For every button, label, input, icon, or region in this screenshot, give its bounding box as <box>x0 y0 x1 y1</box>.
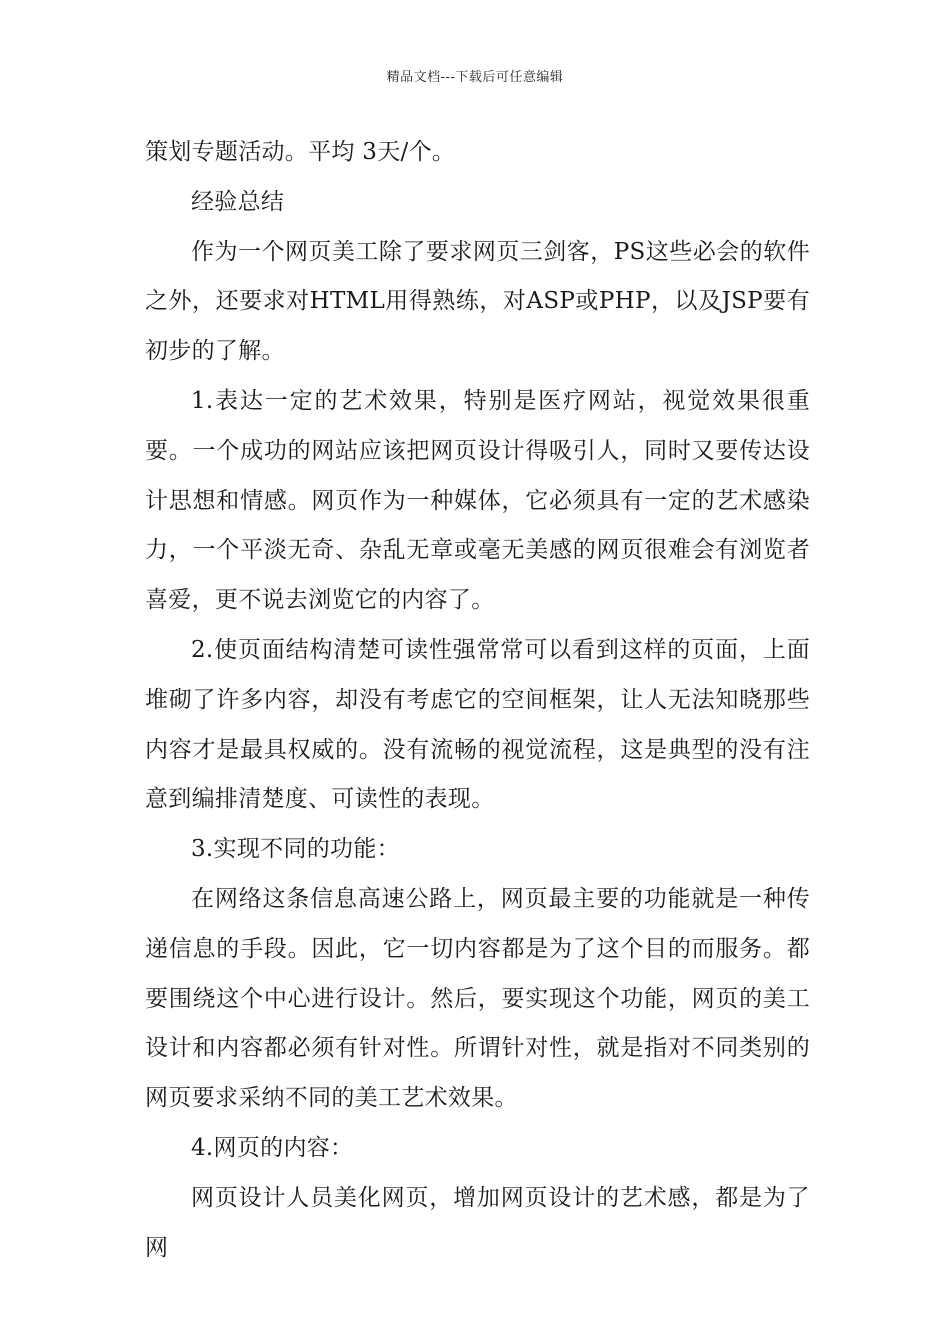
paragraph: 作为一个网页美工除了要求网页三剑客，PS这些必会的软件之外，还要求对HTML用得熟练，对ASP或PHP，以及JSP要有初步的了解。 <box>145 238 810 365</box>
paragraph: 网页设计人员美化网页，增加网页设计的艺术感，都是为了网 <box>145 1184 810 1261</box>
paragraph: 4.网页的内容： <box>191 1134 354 1161</box>
body-text <box>145 128 810 1273</box>
paragraph: 策划专题活动。平均 3天/个。 <box>145 139 456 165</box>
paragraph: 3.实现不同的功能： <box>191 836 400 863</box>
paragraph: 在网络这条信息高速公路上，网页最主要的功能就是一种传递信息的手段。因此，它一切内容都是为了这个目的而服务。都要围绕这个中心进行设计。然后，要实现这个功能，网页的美工设计和内容都必须有针对性。所谓针对性，就是指对不同类别的网页要求采纳不同的美工艺术效果。 <box>145 885 810 1112</box>
paragraph: 1.表达一定的艺术效果，特别是医疗网站，视觉效果很重要。一个成功的网站应该把网页设计得吸引人，同时又要传达设计思想和情感。网页作为一种媒体，它必须具有一定的艺术感染力，一个平淡无奇、杂乱无章或毫无美感的网页很难会有浏览者喜爱，更不说去浏览它的内容了。 <box>145 387 810 614</box>
paragraph: 2.使页面结构清楚可读性强常常可以看到这样的页面，上面堆砌了许多内容，却没有考虑它的空间框架，让人无法知晓那些内容才是最具权威的。没有流畅的视觉流程，这是典型的没有注意到编排清楚度、可读性的表现。 <box>145 636 810 813</box>
section-heading: 经验总结 <box>191 188 285 215</box>
page-header: 精品文档---下载后可任意编辑 <box>386 70 564 85</box>
